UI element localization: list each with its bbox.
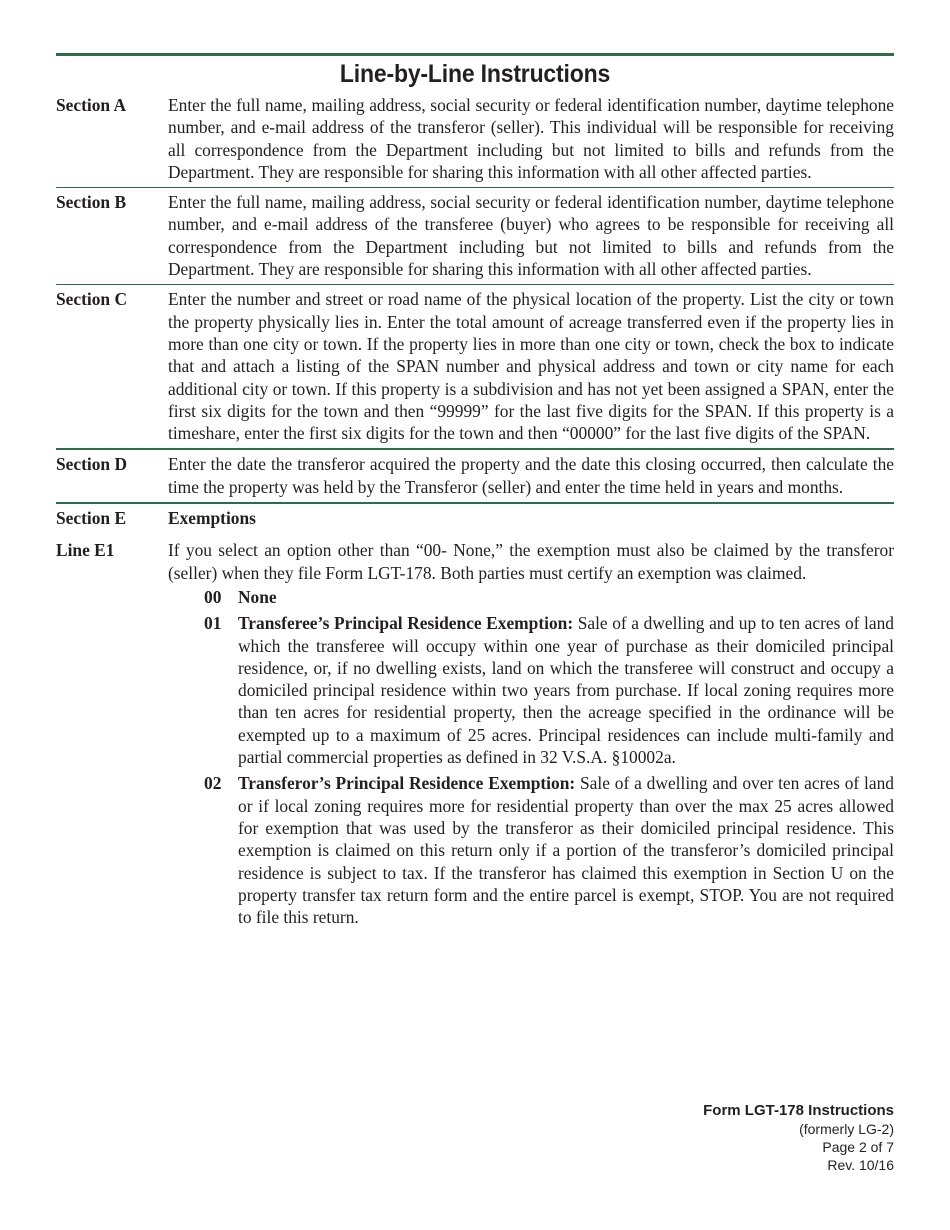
form-name: Form LGT-178 Instructions — [703, 1102, 894, 1119]
section-b — [56, 191, 894, 280]
section-d-text: Enter the date the transferor acquired the property and the date this closing occurred, then calculate the time the property was held by the Transferor (seller) and enter the time held in years and months. — [168, 454, 894, 497]
section-c-text: Enter the number and street or road name of the physical location of the property. List the city or town the property physically lies in. Enter the total amount of acreage transferred even if the property lies in more than one city or town. If the property lies in more than one city or town, check the box to indicate that and attach a listing of the SPAN number and physical address and town or city name for each additional city or town. If this property is a subdivision and has not yet been assigned a SPAN, enter the first six digits for the town and then “99999” for the last five digits for the SPAN. If this property is a timeshare, enter the first six digits for the town and then “00000” for the last five digits of the SPAN. — [168, 289, 894, 444]
section-a — [56, 94, 894, 183]
list-item — [204, 586, 894, 608]
section-b-text: Enter the full name, mailing address, social security or federal identification number, daytime telephone number, and e-mail address of the transferee (buyer) who agrees to be responsible for receiving all correspondence from the Department including but not limited to bills and refunds from the Department. They are responsible for sharing this information with all other affected parties. — [168, 192, 894, 280]
line-e1-text: If you select an option other than “00- None,” the exemption must also be claimed by the transferor (seller) when they file Form LGT-178. Both parties must certify an exemption was claimed. — [168, 540, 894, 583]
list-item — [204, 612, 894, 768]
exemption-code: 00 — [204, 586, 222, 607]
section-c — [56, 288, 894, 444]
section-a-text: Enter the full name, mailing address, social security or federal identification number, daytime telephone number, and e-mail address of the transferor (seller). This individual will be responsible for receiving all correspondence from the Department including but not limited to bills and refunds from the Department. They are responsible for sharing this information with all other affected parties. — [168, 95, 894, 182]
divider — [56, 187, 894, 188]
page-number: Page 2 of 7 — [822, 1139, 894, 1155]
exemption-text: Sale of a dwelling and up to ten acres of land which the transferee will occupy within one year of purchase as their domiciled principal residence, or, if no dwelling exists, land on which the transferee will construct and occupy a domiciled principal residence within two years from purchase. If local zoning requires more than ten acres for residential property, then the acreage specified in the ordinance will be exempted up to a maximum of 25 acres. Principal residences can include multi-family and partial commercial properties as defined in 32 V.S.A. §10002a. — [238, 613, 894, 768]
exemption-title: None — [238, 586, 277, 607]
divider — [56, 284, 894, 285]
section-d-label: Section D — [56, 454, 128, 475]
section-d — [56, 453, 894, 498]
section-e — [56, 507, 894, 529]
exemption-code: 01 — [204, 613, 222, 634]
divider — [56, 502, 894, 504]
divider — [56, 448, 894, 450]
exemption-code: 02 — [204, 773, 222, 794]
exemption-text: Sale of a dwelling and over ten acres of land or if local zoning requires more for residential property than over the max 25 acres allowed for exemption that was used by the transferor as their domiciled principal residence. This exemption is claimed on this return only if a portion of the transferor’s domiciled principal residence is subject to tax. If the transferor has claimed this exemption in Section U on the property transfer tax return form and the entire parcel is exempt, STOP. You are not required to file this return. — [238, 773, 894, 928]
list-item — [204, 772, 894, 928]
section-e-heading: Exemptions — [168, 508, 256, 529]
top-rule — [56, 53, 894, 56]
page-footer — [703, 1102, 894, 1174]
line-e1-content — [168, 539, 894, 932]
revision: Rev. 10/16 — [827, 1157, 894, 1173]
section-e-label: Section E — [56, 508, 127, 529]
line-e1-label: Line E1 — [56, 540, 115, 561]
section-a-label: Section A — [56, 95, 127, 115]
instructions-page — [56, 53, 894, 932]
exemption-list — [204, 586, 894, 928]
page-title: Line-by-Line Instructions — [339, 60, 611, 88]
section-b-label: Section B — [56, 192, 127, 213]
line-e1 — [56, 539, 894, 932]
exemption-title: Transferee’s Principal Residence Exemption: — [238, 613, 574, 634]
exemption-title: Transferor’s Principal Residence Exemption: — [238, 773, 576, 794]
section-c-label: Section C — [56, 289, 128, 310]
formerly-note: (formerly LG-2) — [799, 1121, 894, 1137]
